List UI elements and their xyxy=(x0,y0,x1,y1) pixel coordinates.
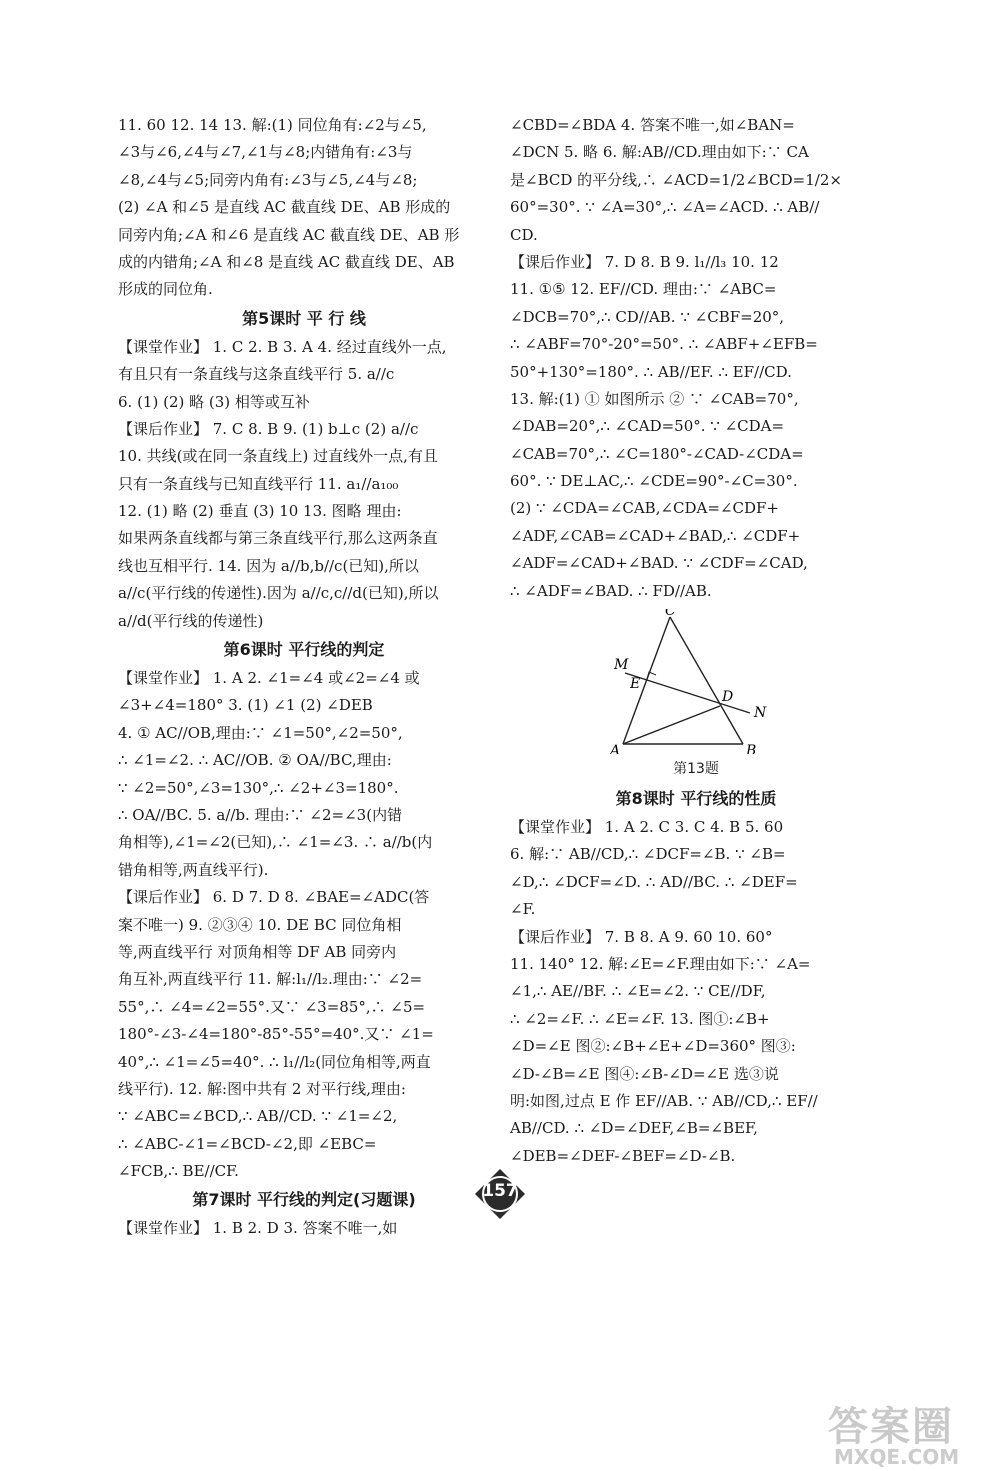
answer-line: 【课堂作业】 1. A 2. ∠1=∠4 或∠2=∠4 或 xyxy=(118,669,420,688)
answer-line: AB//CD. ∴ ∠D=∠DEF,∠B=∠BEF, xyxy=(510,1119,758,1138)
point-label-A: A xyxy=(610,743,621,755)
answer-line: ∠D=∠E 图②:∠B+∠E+∠D=360° 图③: xyxy=(510,1037,796,1056)
answer-line: ∴ ∠ABC-∠1=∠BCD-∠2,即 ∠EBC= xyxy=(118,1134,377,1153)
answer-line: 【课后作业】 6. D 7. D 8. ∠BAE=∠ADC(答 xyxy=(118,888,430,907)
answer-line: 角相等),∠1=∠2(已知),∴ ∠1=∠3. ∴ a//b(内 xyxy=(118,833,433,852)
answer-line: 【课堂作业】 1. B 2. D 3. 答案不唯一,如 xyxy=(118,1219,398,1238)
point-label-N: N xyxy=(754,705,767,722)
answer-line: 线平行). 12. 解:图中共有 2 对平行线,理由: xyxy=(118,1079,406,1098)
answer-line: 6. 解:∵ AB//CD,∴ ∠DCF=∠B. ∵ ∠B= xyxy=(510,845,786,864)
answer-line: ∠D,∴ ∠DCF=∠D. ∴ AD//BC. ∴ ∠DEF= xyxy=(510,872,798,891)
answer-line: 角互补,两直线平行 11. 解:l₁//l₂.理由:∵ ∠2= xyxy=(118,970,423,989)
answer-line: 是∠BCD 的平分线,∴ ∠ACD=1/2∠BCD=1/2× xyxy=(510,170,842,189)
answer-line: 6. (1) (2) 略 (3) 相等或互补 xyxy=(118,392,310,411)
answer-line: ∠FCB,∴ BE//CF. xyxy=(118,1162,239,1181)
point-label-M: M xyxy=(614,657,629,674)
answer-line: ∠D-∠B=∠E 图④:∠B-∠D=∠E 选③说 xyxy=(510,1064,779,1083)
answer-line: (2) ∵ ∠CDA=∠CAB,∠CDA=∠CDF+ xyxy=(510,499,779,518)
watermark-url: MXQE.COM xyxy=(834,1445,960,1469)
line-AD xyxy=(623,706,720,744)
answer-line: (2) ∠A 和∠5 是直线 AC 截直线 DE、AB 形成的 xyxy=(118,198,451,217)
answer-line: ∴ OA//BC. 5. a//b. 理由:∵ ∠2=∠3(内错 xyxy=(118,805,403,824)
answer-line: 形成的同位角. xyxy=(118,280,213,299)
answer-line: ∠ADF,∠CAB=∠CAD+∠BAD,∴ ∠CDF+ xyxy=(510,526,801,545)
answer-line: 【课后作业】 7. C 8. B 9. (1) b⊥c (2) a//c xyxy=(118,419,419,438)
answer-line: 13. 解:(1) ① 如图所示 ② ∵ ∠CAB=70°, xyxy=(510,389,799,408)
watermark-title: 答案圈 xyxy=(828,1404,954,1450)
answer-line: 10. 共线(或在同一条直线上) 过直线外一点,有且 xyxy=(118,447,438,466)
answer-line: 11. ①⑤ 12. EF//CD. 理由:∵ ∠ABC= xyxy=(510,280,777,299)
answer-line: 180°-∠3-∠4=180°-85°-55°=40°.又∵ ∠1= xyxy=(118,1025,434,1044)
answer-line: ∴ ∠ADF=∠BAD. ∴ FD//AB. xyxy=(510,581,712,600)
page-number: 157 xyxy=(482,1181,518,1201)
answer-line: ∴ ∠ABF=70°-20°=50°. ∴ ∠ABF+∠EFB= xyxy=(510,335,818,354)
answer-line: ∠DCB=70°,∴ CD//AB. ∵ ∠CBF=20°, xyxy=(510,307,785,326)
right-column xyxy=(510,112,882,1170)
answer-line: 4. ① AC//OB,理由:∵ ∠1=50°,∠2=50°, xyxy=(118,723,403,742)
answer-line: 案不唯一) 9. ②③④ 10. DE BC 同位角相 xyxy=(118,915,402,934)
answer-line: 11. 140° 12. 解:∠E=∠F.理由如下:∵ ∠A= xyxy=(510,954,811,973)
section-heading: 第7课时 平行线的判定(习题课) xyxy=(192,1190,416,1210)
section-heading: 第8课时 平行线的性质 xyxy=(615,789,777,809)
answer-line: 等,两直线平行 对顶角相等 DF AB 同旁内 xyxy=(118,942,397,961)
answer-line: 【课后作业】 7. D 8. B 9. l₁//l₃ 10. 12 xyxy=(510,252,779,271)
section-heading: 第5课时 平 行 线 xyxy=(242,308,366,328)
answer-line: ∠3+∠4=180° 3. (1) ∠1 (2) ∠DEB xyxy=(118,696,373,715)
line-BC xyxy=(670,617,743,744)
answer-line: ∠CBD=∠BDA 4. 答案不唯一,如∠BAN= xyxy=(510,116,795,134)
answer-line: 60°=30°. ∵ ∠A=30°,∴ ∠A=∠ACD. ∴ AB// xyxy=(510,198,820,217)
answer-line: 55°,∴ ∠4=∠2=55°.又∵ ∠3=85°,∴ ∠5= xyxy=(118,997,426,1016)
answer-line: CD. xyxy=(510,225,538,244)
answer-line: 50°+130°=180°. ∴ AB//EF. ∴ EF//CD. xyxy=(510,362,792,381)
right-angle-mark xyxy=(647,672,656,679)
answer-line: ∵ ∠2=50°,∠3=130°,∴ ∠2+∠3=180°. xyxy=(118,778,399,797)
answer-line: 有且只有一条直线与这条直线平行 5. a//c xyxy=(118,365,395,384)
answer-line: ∠CAB=70°,∴ ∠C=180°-∠CAD-∠CDA= xyxy=(510,444,804,463)
answer-line: ∠F. xyxy=(510,900,536,919)
answer-line: 【课后作业】 7. B 8. A 9. 60 10. 60° xyxy=(510,927,773,946)
answer-line: ∴ ∠1=∠2. ∴ AC//OB. ② OA//BC,理由: xyxy=(118,751,392,770)
point-label-E: E xyxy=(630,676,641,693)
answer-line: ∠DAB=20°,∴ ∠CAD=50°. ∵ ∠CDA= xyxy=(510,417,785,436)
answer-line: ∠1,∴ AE//BF. ∴ ∠E=∠2. ∵ CE//DF, xyxy=(510,982,766,1001)
point-label-D: D xyxy=(722,689,734,706)
answer-line: 12. (1) 略 (2) 垂直 (3) 10 13. 图略 理由: xyxy=(118,502,402,521)
point-label-B: B xyxy=(746,743,757,755)
watermark xyxy=(828,1395,998,1471)
answer-line: 同旁内角;∠A 和∠6 是直线 AC 截直线 DE、AB 形 xyxy=(118,225,460,244)
answer-line: ∠3与∠6,∠4与∠7,∠1与∠8;内错角有:∠3与 xyxy=(118,143,413,162)
figure-caption: 第13题 xyxy=(673,761,719,778)
left-column xyxy=(118,112,490,1243)
answer-line: ∵ ∠ABC=∠BCD,∴ AB//CD. ∵ ∠1=∠2, xyxy=(118,1107,398,1126)
answer-line: 【课堂作业】 1. C 2. B 3. A 4. 经过直线外一点, xyxy=(118,337,447,356)
answer-line: 线也互相平行. 14. 因为 a//b,b//c(已知),所以 xyxy=(118,556,419,575)
answer-line: ∠ADF=∠CAD+∠BAD. ∵ ∠CDF=∠CAD, xyxy=(510,554,808,573)
answer-line: ∴ ∠2=∠F. ∴ ∠E=∠F. 13. 图①:∠B+ xyxy=(510,1009,770,1028)
answer-line: a//c(平行线的传递性).因为 a//c,c//d(已知),所以 xyxy=(118,584,439,603)
answer-line: 60°. ∵ DE⊥AC,∴ ∠CDE=90°-∠C=30°. xyxy=(510,472,798,491)
triangle-diagram xyxy=(510,609,882,754)
answer-line: 40°,∴ ∠1=∠5=40°. ∴ l₁//l₂(同位角相等,两直 xyxy=(118,1052,431,1071)
answer-line: 错角相等,两直线平行). xyxy=(118,860,269,879)
answer-line: ∠DEB=∠DEF-∠BEF=∠D-∠B. xyxy=(510,1146,736,1165)
answer-line: 【课堂作业】 1. A 2. C 3. C 4. B 5. 60 xyxy=(510,818,784,837)
answer-line: 成的内错角;∠A 和∠8 是直线 AC 截直线 DE、AB xyxy=(118,252,455,271)
answer-line: ∠DCN 5. 略 6. 解:AB//CD.理由如下:∵ CA xyxy=(510,143,809,162)
point-label-C: C xyxy=(665,609,676,620)
answer-line: 如果两条直线都与第三条直线平行,那么这两条直 xyxy=(118,529,438,548)
answer-line: a//d(平行线的传递性) xyxy=(118,611,264,630)
answer-line: 明:如图,过点 E 作 EF//AB. ∵ AB//CD,∴ EF// xyxy=(510,1091,818,1110)
section-heading: 第6课时 平行线的判定 xyxy=(223,640,385,660)
answer-line: 11. 60 12. 14 13. 解:(1) 同位角有:∠2与∠5, xyxy=(118,116,427,134)
page-number-badge xyxy=(474,1168,526,1220)
answer-line: 只有一条直线与已知直线平行 11. a₁//a₁₀₀ xyxy=(118,474,399,493)
figure-13 xyxy=(510,605,882,780)
answer-line: ∠8,∠4与∠5;同旁内角有:∠3与∠5,∠4与∠8; xyxy=(118,170,418,189)
